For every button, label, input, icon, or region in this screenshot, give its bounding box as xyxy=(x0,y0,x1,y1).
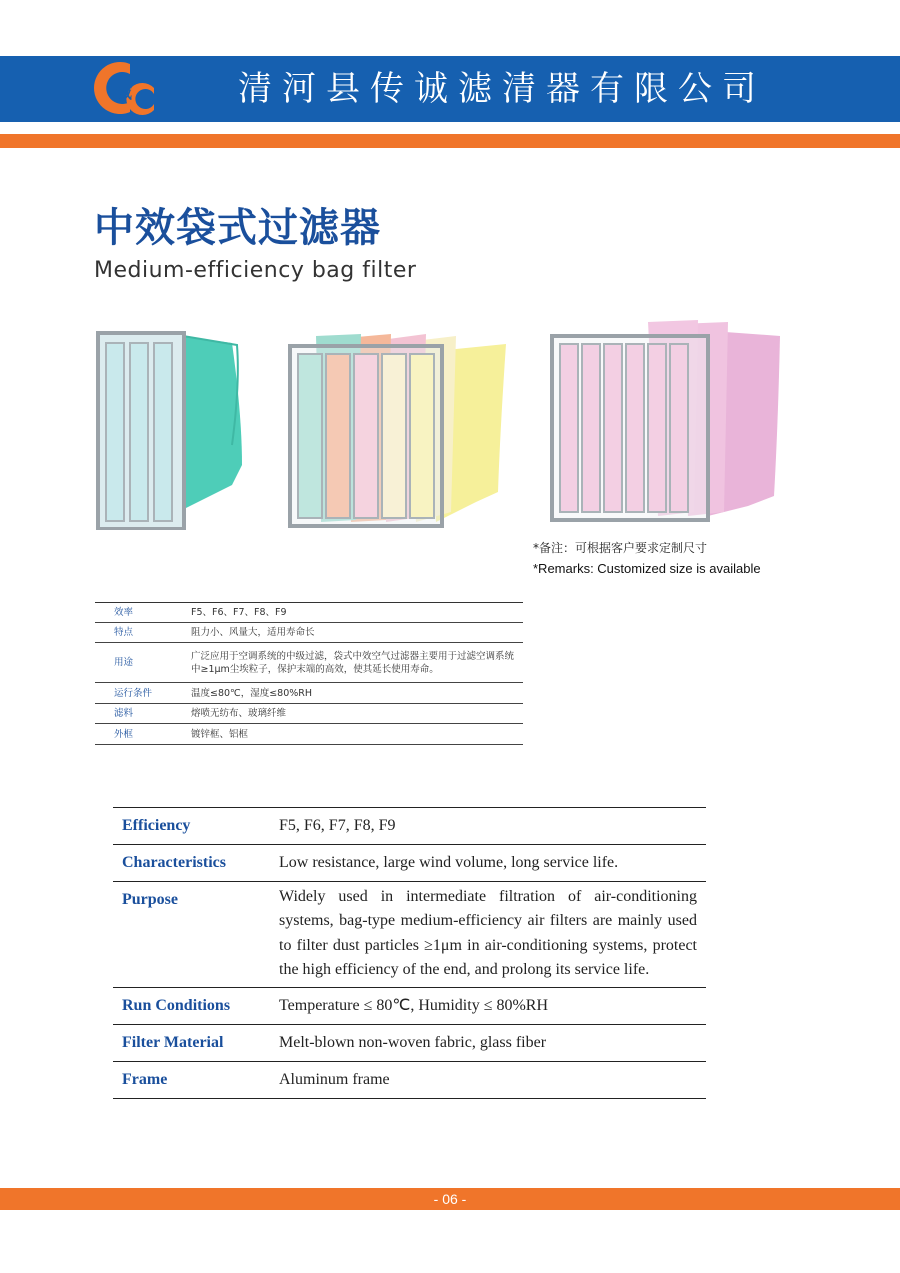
page-title-en: Medium-efficiency bag filter xyxy=(94,258,417,283)
header-stripe xyxy=(0,134,900,148)
pink-bag-filter-image xyxy=(548,316,782,526)
row-label: Purpose xyxy=(122,891,178,908)
row-value: F5, F6, F7, F8, F9 xyxy=(279,817,396,834)
table-row xyxy=(113,845,706,882)
row-value: Temperature ≤ 80℃, Humidity ≤ 80%RH xyxy=(279,997,549,1015)
row-label: Frame xyxy=(122,1071,168,1089)
page-title-cn: 中效袋式过滤器 xyxy=(94,205,381,251)
row-label: 滤料 xyxy=(114,708,134,719)
row-value: 广泛应用于空调系统的中级过滤，袋式中效空气过滤器主要用于过滤空调系统中≥1μm尘埃粒子，保护末端的高效，使其延长使用寿命。 xyxy=(191,650,515,675)
row-value: 温度≤80℃，湿度≤80%RH xyxy=(191,687,313,699)
table-row xyxy=(113,988,706,1025)
logo-text: 诚 xyxy=(116,83,133,102)
company-name: 清河县传诚滤清器有限公司 xyxy=(238,69,766,109)
row-label: Filter Material xyxy=(122,1034,224,1052)
remark-en: *Remarks: Customized size is available xyxy=(533,561,761,576)
row-label: 效率 xyxy=(114,607,134,618)
table-row xyxy=(95,643,523,683)
header-gap xyxy=(0,122,900,134)
spec-table-en xyxy=(113,807,706,1099)
table-row xyxy=(113,882,706,988)
table-row xyxy=(95,704,523,724)
row-label: Efficiency xyxy=(122,817,191,834)
page-number: - 06 - xyxy=(433,1191,467,1207)
row-label: 特点 xyxy=(114,627,134,638)
table-row xyxy=(95,623,523,643)
spec-table-cn xyxy=(95,602,523,745)
row-value: 镀锌框、铝框 xyxy=(191,728,249,740)
row-value: Widely used in intermediate filtration of air-conditioning systems, bag-type medium-efficiency air filters are mainly used to filter dust particles ≥1μm in air-conditioning systems, protect the high efficiency of the end, and prolong its service life. xyxy=(279,888,697,978)
row-value: 阻力小、风量大，适用寿命长 xyxy=(191,627,315,638)
row-value: Melt-blown non-woven fabric, glass fiber xyxy=(279,1034,547,1052)
company-logo-icon xyxy=(94,58,166,118)
row-value: Aluminum frame xyxy=(279,1071,390,1089)
row-label: 运行条件 xyxy=(114,687,153,699)
row-label: 用途 xyxy=(114,657,134,668)
row-label: Run Conditions xyxy=(122,997,231,1015)
row-value: Low resistance, large wind volume, long service life. xyxy=(279,854,619,871)
row-label: Characteristics xyxy=(122,854,226,871)
table-row xyxy=(95,603,523,623)
row-value: 熔喷无纺布、玻璃纤维 xyxy=(191,708,287,719)
row-label: 外框 xyxy=(114,728,134,740)
row-value: F5、F6、F7、F8、F9 xyxy=(191,607,287,618)
table-row xyxy=(113,1062,706,1099)
table-row xyxy=(95,683,523,704)
table-row xyxy=(113,1025,706,1062)
table-row xyxy=(95,724,523,745)
remark-cn: *备注：可根据客户要求定制尺寸 xyxy=(533,541,708,555)
table-row xyxy=(113,808,706,845)
multicolor-bag-filter-image xyxy=(286,322,508,532)
green-bag-filter-image xyxy=(92,325,252,530)
